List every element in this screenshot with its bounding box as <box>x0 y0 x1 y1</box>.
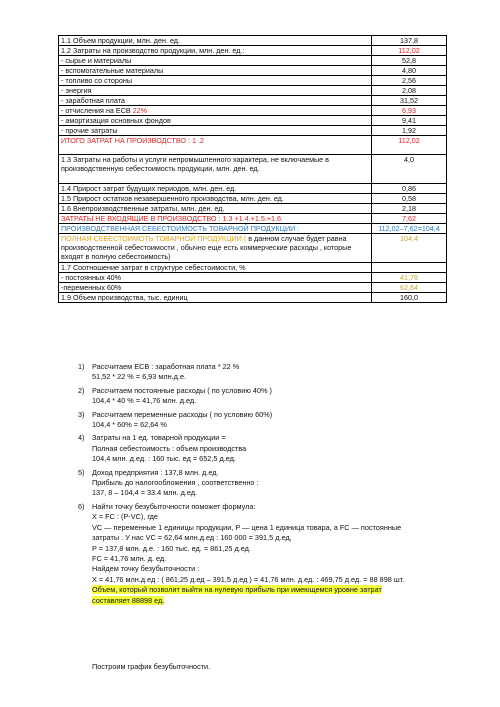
table-row <box>59 204 447 214</box>
row-label: ЗАТРАТЫ НЕ ВХОДЯЩИЕ В ПРОИЗВОДСТВО : 1.3 +1.4.+1.5.+1.6. <box>59 214 372 224</box>
table-row <box>59 184 447 194</box>
row-label: 1.6 Внепроизводственные затраты, млн. ден. ед. <box>59 204 372 214</box>
step-number: 1) <box>78 362 85 371</box>
row-label: 1.4 Прирост затрат будущих периодов, млн. ден. ед. <box>59 184 372 194</box>
row-label: 1.5 Прирост остатков незавершенного производства, млн. ден. ед. <box>59 194 372 204</box>
row-label: - энергия <box>59 86 372 96</box>
row-value: 9,41 <box>372 116 447 126</box>
step-number: 2) <box>78 385 85 395</box>
row-label: - сырье и материалы <box>59 56 372 66</box>
row-label: - амортизация основных фондов <box>59 116 372 126</box>
table-row <box>59 224 447 234</box>
row-value: 7,62 <box>372 214 447 224</box>
step-number: 5) <box>78 467 85 477</box>
row-value: 0,58 <box>372 194 447 204</box>
step-line: VC — переменные 1 единицы продукции, P — цена 1 единица товара, а FC — постоянные <box>92 522 402 532</box>
row-label: - постоянных 40% <box>59 273 372 283</box>
row-label: 1.1 Объем продукции, млн. ден. ед. <box>59 36 372 46</box>
step-line: 104,4 * 40 % = 41,76 млн. д.ед. <box>92 396 197 406</box>
calculation-step <box>78 386 493 407</box>
row-label: -переменных 60% <box>59 283 372 293</box>
row-value <box>372 263 447 273</box>
row-label: - вспомогательные материалы <box>59 66 372 76</box>
step-line: 51,52 * 22 % = 6,93 млн.д.е. <box>92 372 187 382</box>
row-label: 1.3 Затраты на работы и услуги непромышленного характера, не включаемые в производственную себестоимость продукции, млн. ден. ед. <box>59 155 372 184</box>
table-row <box>59 136 447 155</box>
row-value: 112,02 <box>372 136 447 155</box>
row-label: ПОЛНАЯ СЕБЕСТОИМОТЬ ТОВАРНОЙ ПРОДУКЦИИ ( в данном случае будет равна производственной себестоимости , обычно еще есть коммерческие расходы , которые входят в полную себестоимость) <box>59 234 372 263</box>
step-line: Полная себестоимость : объем производства <box>92 443 247 453</box>
row-value: 2,56 <box>372 76 447 86</box>
closing-text: Построим график безубыточности. <box>92 662 211 671</box>
step-line: Рассчитаем переменные расходы ( по условию 60%) <box>92 409 273 419</box>
calculation-step <box>78 410 493 431</box>
calculation-steps <box>78 362 493 609</box>
row-value: 104,4 <box>372 234 447 263</box>
row-value: 1,92 <box>372 126 447 136</box>
table-row <box>59 126 447 136</box>
row-label: 1.9 Объем производства, тыс. единиц <box>59 293 372 303</box>
table-row <box>59 293 447 303</box>
row-label: - заработная плата <box>59 96 372 106</box>
step-line: затраты . У нас VC = 62,64 млн.д.ед : 160 000 = 391,5 д.ед, <box>92 533 292 543</box>
row-value: 137,8 <box>372 36 447 46</box>
row-value: 4,80 <box>372 66 447 76</box>
row-label: 1.2 Затраты на производство продукции, млн. ден. ед.: <box>59 46 372 56</box>
row-label: 1.7 Соотношение затрат в структуре себестоимости, % <box>59 263 372 273</box>
row-value: 6,93 <box>372 106 447 116</box>
row-value: 62,64 <box>372 283 447 293</box>
table-row <box>59 86 447 96</box>
step-line: Найти точку безубыточности поможет формула: <box>92 501 256 511</box>
row-label: - отчисления на ЕСВ 22% <box>59 106 372 116</box>
step-line: 137, 8 – 104,4 = 33.4 млн. д.ед. <box>92 488 198 498</box>
highlighted-conclusion: составляет 88898 ед. <box>92 595 165 605</box>
table-row <box>59 116 447 126</box>
table-row <box>59 283 447 293</box>
row-label: ИТОГО ЗАТРАТ НА ПРОИЗВОДСТВО : 1 .2 <box>59 136 372 155</box>
step-line: 104,4 млн. д.ед. : 160 тыс. ед = 652,5 д.ед. <box>92 454 236 464</box>
highlighted-conclusion: Объем, который позволит выйти на нулевую прибыль при имеющемся уровне затрат <box>92 585 382 595</box>
step-number: 3) <box>78 409 85 419</box>
step-line: Прибыль до налогообложения , соответственно : <box>92 478 259 488</box>
step-line: FC = 41,76 млн. д. ед. <box>92 553 167 563</box>
step-line: Рассчитаем постоянные расходы ( по условию 40% ) <box>92 385 272 395</box>
step-line: Затраты на 1 ед. товарной продукции = <box>92 433 226 443</box>
row-label: - топливо со стороны <box>59 76 372 86</box>
row-value: 160,0 <box>372 293 447 303</box>
cost-table <box>58 35 447 303</box>
row-value: 31,52 <box>372 96 447 106</box>
row-value: 52,8 <box>372 56 447 66</box>
step-line: X = 41,76 млн.д.ед : ( 861,25 д.ед – 391,5 д.ед ) = 41,76 млн. д.ед. : 469,75 д.ед. = 88 898 шт. <box>92 574 405 584</box>
table-row <box>59 106 447 116</box>
step-line: Рассчитаем ЕСВ : заработная плата * 22 % <box>92 362 240 371</box>
step-line: P = 137,8 млн. д.е. : 160 тыс. ед. = 861,25 д.ед. <box>92 543 251 553</box>
row-value: 2,18 <box>372 204 447 214</box>
table-row <box>59 155 447 184</box>
table-row <box>59 76 447 86</box>
step-number: 6) <box>78 501 85 511</box>
step-line: 104,4 * 60% = 62,64 % <box>92 420 167 430</box>
table-row <box>59 66 447 76</box>
table-row <box>59 36 447 46</box>
row-value: 2,08 <box>372 86 447 96</box>
table-row <box>59 263 447 273</box>
row-value: 112,02 <box>372 46 447 56</box>
row-value: 0,86 <box>372 184 447 194</box>
table-row <box>59 273 447 283</box>
calculation-step <box>78 502 493 606</box>
table-row <box>59 56 447 66</box>
step-number: 4) <box>78 433 85 443</box>
row-value: 112,02–7,62=104,4 <box>372 224 447 234</box>
calculation-step <box>78 362 493 383</box>
step-line: Найдем точку безубыточности : <box>92 564 200 574</box>
table-row <box>59 214 447 224</box>
row-label: - прочие затраты <box>59 126 372 136</box>
table-row <box>59 46 447 56</box>
row-value: 41,76 <box>372 273 447 283</box>
table-row <box>59 194 447 204</box>
calculation-step <box>78 468 493 499</box>
calculation-step <box>78 433 493 464</box>
row-label: ПРОИЗВОДСТВЕННАЯ СЕБЕСТОИМОСТЬ ТОВАРНОЙ ПРОДУКЦИИ : <box>59 224 372 234</box>
step-line: Доход предприятия : 137,8 млн. д.ед. <box>92 467 219 477</box>
row-value: 4,0 <box>372 155 447 184</box>
table-row <box>59 96 447 106</box>
table-row <box>59 234 447 263</box>
step-line: X = FC : (P-VC), где <box>92 512 158 522</box>
